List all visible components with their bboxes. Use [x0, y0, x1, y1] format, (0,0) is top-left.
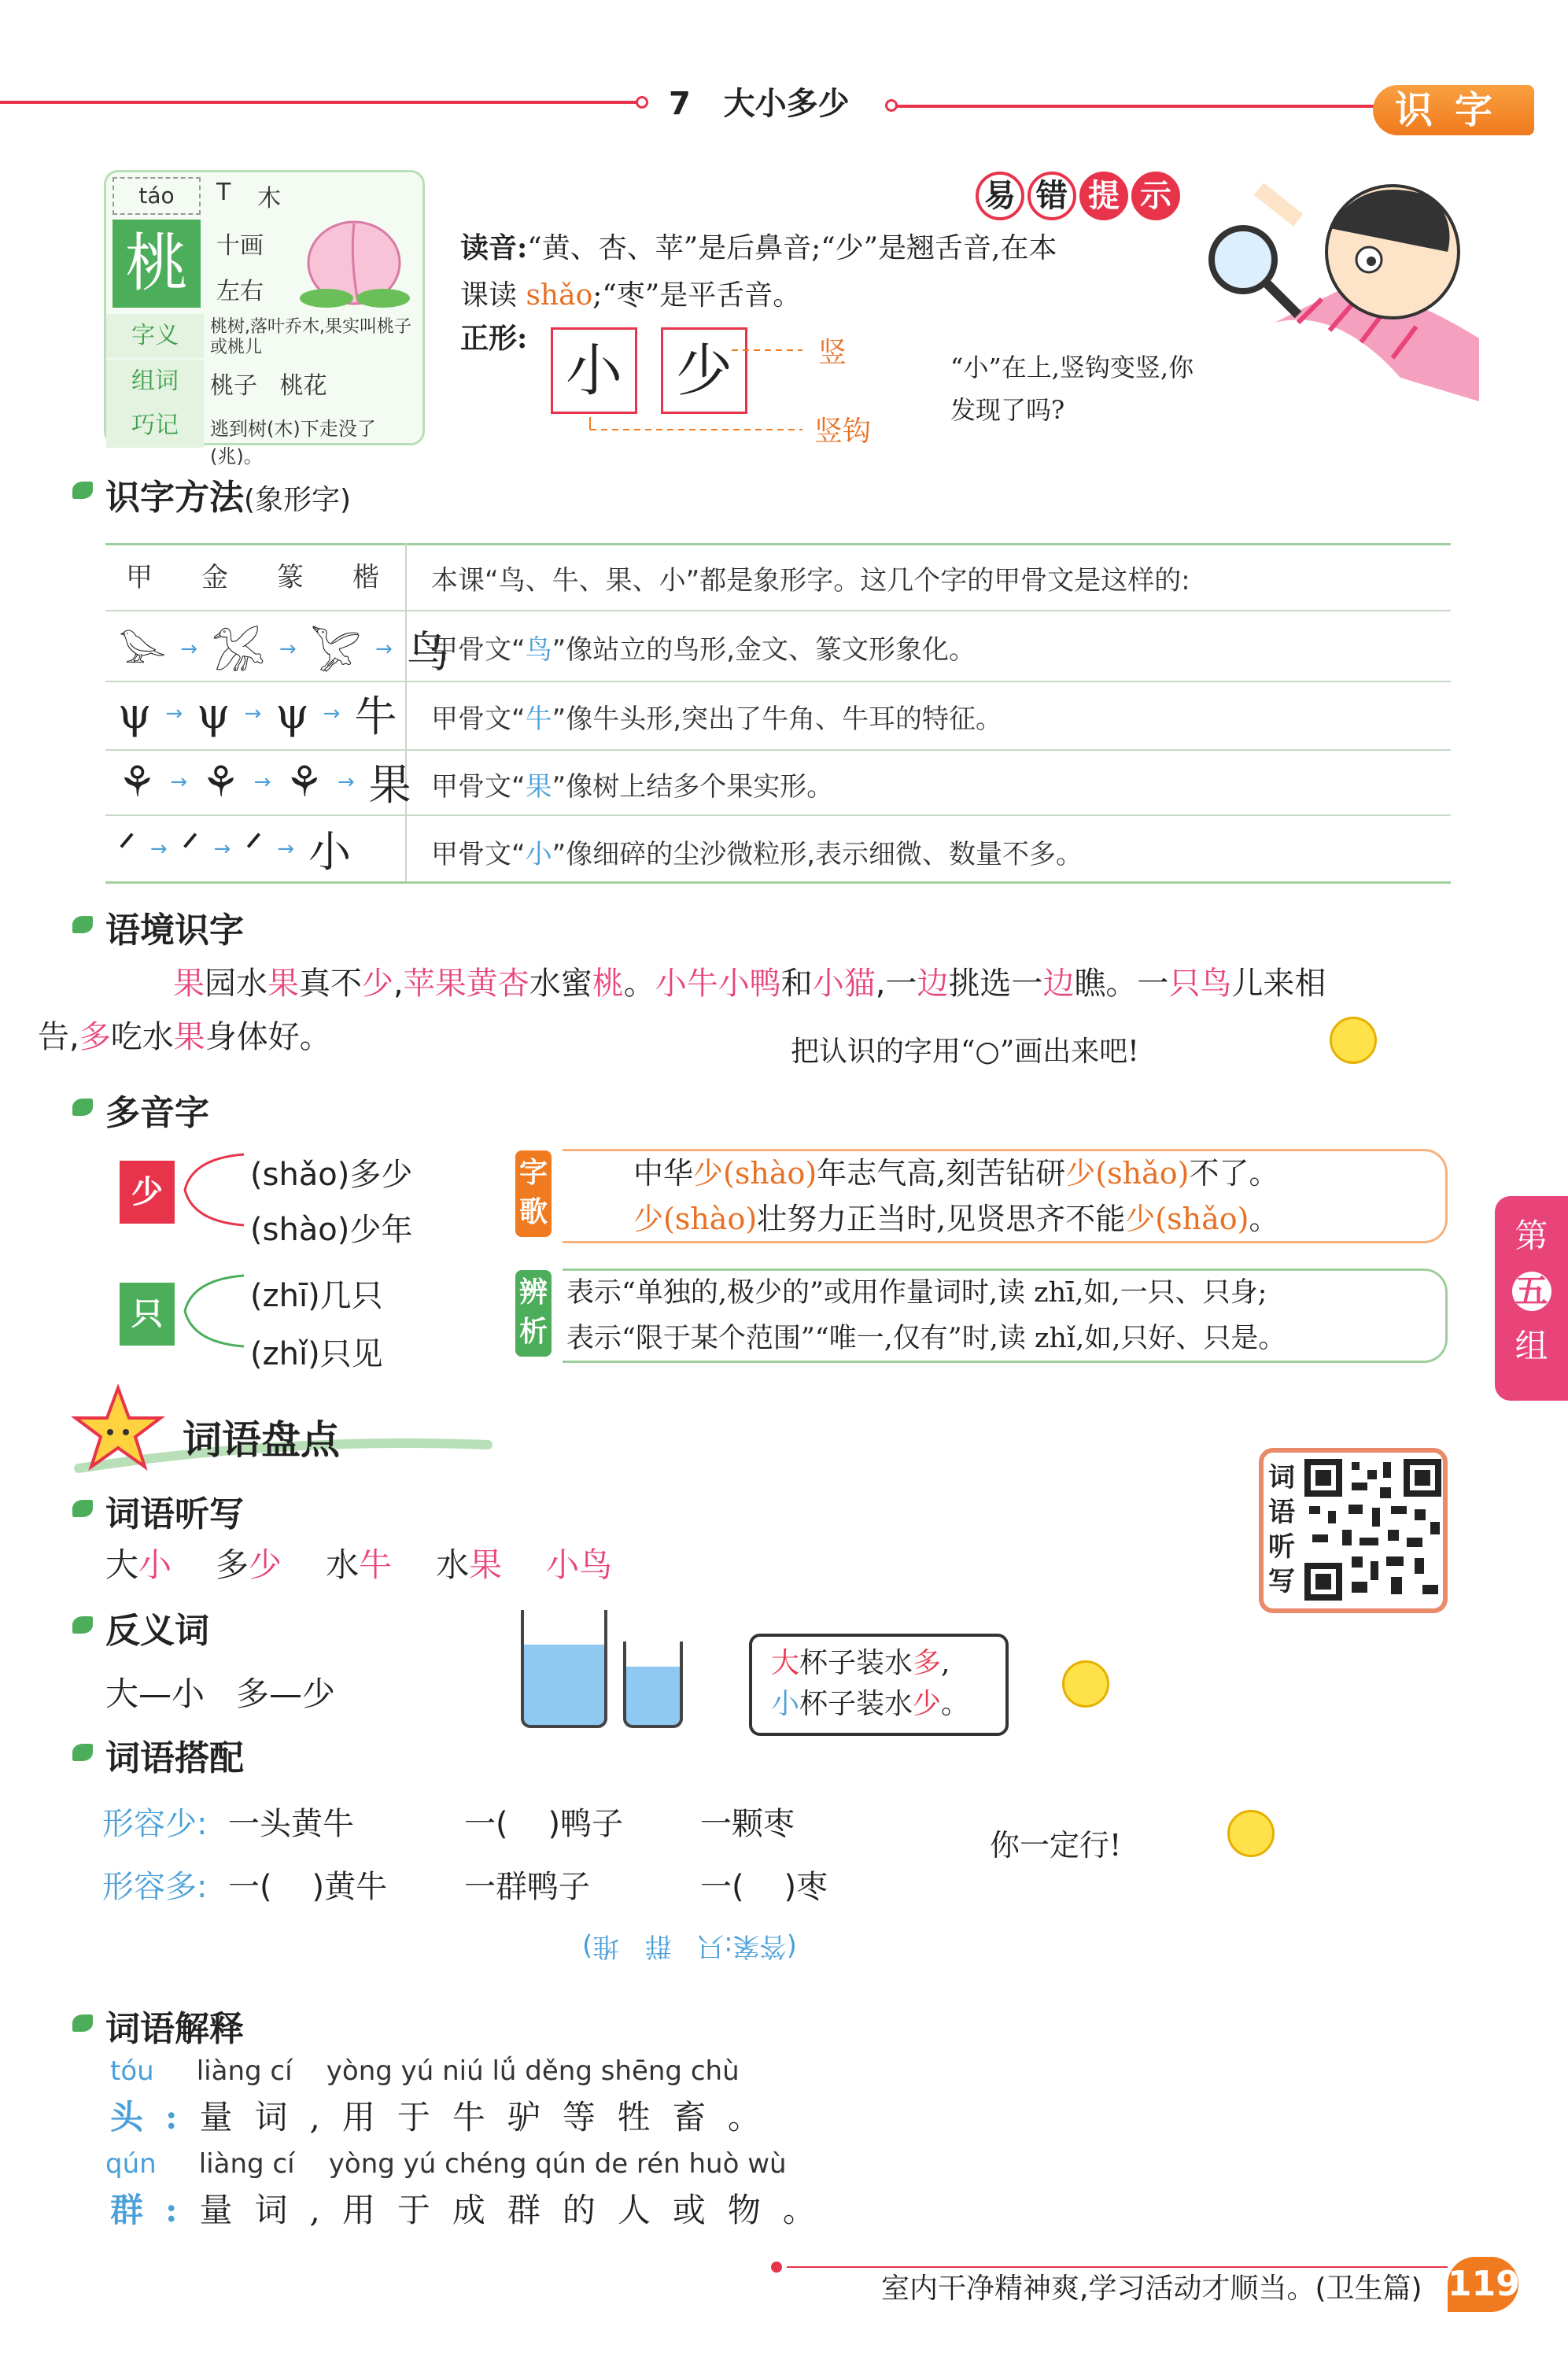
- text-segment: 真不: [299, 966, 362, 1002]
- bubble-line-2: [771, 1684, 969, 1725]
- method-table-divider: [405, 543, 407, 881]
- def-body: 量词,用于成群的人或物。: [199, 2191, 838, 2229]
- smiley-icon: [1330, 1017, 1377, 1064]
- character-card: [104, 170, 425, 467]
- encourage-text: 你一定行!: [990, 1828, 1122, 1863]
- text-segment: 。: [941, 1688, 970, 1720]
- card-meaning: 桃树,落叶乔木,果实叫桃子或桃儿: [210, 317, 411, 357]
- seal-glyph: ψ: [275, 689, 309, 738]
- qr-label-char: 语: [1268, 1497, 1295, 1528]
- hint-reading-line1: “黄、杏、苹”是后鼻音;“少”是翘舌音,在本: [527, 232, 1057, 264]
- hint-reading-label: 读音:: [460, 231, 528, 264]
- footer-dot: [771, 2262, 782, 2273]
- explain-def-2: [110, 2184, 838, 2232]
- polyphone-char-shao: 少: [120, 1161, 175, 1224]
- collocation-item: 一群鸭子: [464, 1869, 590, 1905]
- text-segment: 杯子装水: [799, 1688, 913, 1720]
- method-title: [105, 469, 351, 519]
- collocation-label: 形容少:: [102, 1806, 208, 1842]
- unit-side-tab: [1495, 1196, 1568, 1401]
- def-body: 量词,用于牛驴等牲畜。: [199, 2098, 783, 2136]
- text-segment: 吃水: [110, 1019, 174, 1055]
- card-meaning-label: 字义: [106, 314, 204, 358]
- tag-char: 歌: [518, 1196, 548, 1228]
- qr-label-char: 听: [1268, 1531, 1295, 1563]
- dictation-qr-code[interactable]: [1259, 1448, 1448, 1613]
- explain-pinyin-1: [110, 2055, 740, 2087]
- seal-glyph: ᐟ: [245, 824, 264, 873]
- hint-note-line1: “小”在上,竖钩变竖,你: [950, 353, 1194, 382]
- oracle-glyph: ⚘: [118, 757, 157, 807]
- page-number: 119: [1448, 2257, 1518, 2312]
- row-char: 鸟: [525, 634, 552, 666]
- reading: (zhǐ)只见: [250, 1336, 383, 1372]
- peach-icon: [295, 204, 413, 314]
- footer-text: 室内干净精神爽,学习活动才顺当。(卫生篇): [881, 2273, 1422, 2305]
- text-segment: 多: [79, 1019, 111, 1055]
- oracle-glyph: 𓅪: [118, 630, 167, 680]
- dictation-words: [105, 1539, 612, 1586]
- header-kai: 楷: [352, 562, 379, 593]
- arrow-icon: →: [244, 701, 262, 726]
- method-subtitle: (象形字): [244, 484, 352, 516]
- lesson-title: 大小多少: [723, 86, 850, 122]
- review-title: 词语盘点: [183, 1417, 340, 1463]
- method-row-xiao-glyphs: [118, 818, 351, 879]
- card-words: 桃子 桃花: [210, 372, 327, 400]
- text-segment: ,: [941, 1647, 950, 1679]
- side-tab-char: 第: [1515, 1217, 1548, 1255]
- text-segment: 杯子装水: [799, 1647, 913, 1679]
- row-post: ”像牛头形,突出了牛角、牛耳的特征。: [552, 703, 1003, 735]
- collocation-item: 一头黄牛: [228, 1806, 354, 1842]
- text-segment: 表示“单独的,极少的”或用作量词时,读 zhī,如,一只、只身;: [566, 1277, 1267, 1309]
- text-segment: 少(shǎo): [1065, 1156, 1190, 1191]
- context-line-1: [173, 966, 1326, 1002]
- text-segment: 儿来相: [1231, 966, 1326, 1002]
- song-line-2: [633, 1196, 1278, 1242]
- text-segment: 边: [1042, 966, 1075, 1002]
- hint-note: [950, 346, 1194, 431]
- arrow-icon: →: [170, 770, 188, 794]
- method-row-niu-glyphs: [118, 683, 397, 744]
- bubble-text: [771, 1643, 969, 1725]
- card-words-label: 组词: [106, 360, 204, 404]
- row-char: 小: [525, 839, 552, 870]
- hint-title-char: 示: [1131, 172, 1180, 220]
- header-jia: 甲: [126, 562, 153, 593]
- bronze-glyph: ᐟ: [181, 824, 200, 873]
- song-line-1: [633, 1150, 1278, 1196]
- row-post: ”像站立的鸟形,金文、篆文形象化。: [552, 634, 976, 666]
- arrow-icon: →: [213, 836, 231, 861]
- text-segment: 少: [362, 966, 393, 1002]
- row-char: 果: [525, 771, 552, 803]
- answer-upside-down: (答案:只 群 堆): [582, 1930, 797, 1962]
- context-tip: 把认识的字用“○”画出来吧!: [791, 1036, 1139, 1068]
- explain-title: 词语解释: [105, 2009, 244, 2049]
- section-bullet-icon: [72, 1616, 93, 1634]
- text-segment: 边: [917, 966, 949, 1002]
- antonym-title: 反义词: [105, 1611, 209, 1651]
- analysis-lines: [566, 1270, 1286, 1361]
- polyphone-char-zhi: 只: [120, 1283, 175, 1346]
- arrow-icon: →: [279, 637, 297, 661]
- text-segment: 少(shào): [633, 1202, 758, 1236]
- girl-with-magnifier-illustration: [1180, 142, 1479, 401]
- oracle-glyph: ψ: [118, 689, 152, 738]
- text-segment: 年志气高,刻苦钻研: [817, 1156, 1066, 1191]
- hint-reading: [460, 224, 1057, 319]
- section-tag: 识字: [1373, 85, 1534, 135]
- qr-code-icon: [1304, 1459, 1441, 1601]
- card-memo-label: 巧记: [106, 404, 204, 448]
- text-segment: ,一: [875, 966, 917, 1002]
- row-pre: 甲骨文“: [431, 839, 526, 870]
- context-title: 语境识字: [105, 910, 244, 951]
- pinyin-head: qún: [105, 2148, 157, 2180]
- pinyin-body: liàng cí yòng yú chéng qún de rén huò wù: [198, 2148, 787, 2180]
- side-tab-char: 组: [1515, 1327, 1548, 1365]
- antonym-pairs: 大—小 多—少: [105, 1675, 336, 1713]
- arrow-icon: →: [180, 637, 197, 661]
- dictation-word: 多少: [216, 1545, 282, 1584]
- lesson-heading: [669, 79, 850, 124]
- text-segment: 苹果黄杏: [403, 966, 529, 1002]
- text-segment: 表示“限于某个范围”“唯一,仅有”时,读 zhǐ,如,只好、只是。: [566, 1323, 1286, 1354]
- explain-pinyin-2: [105, 2148, 787, 2180]
- text-segment: 少(shào): [693, 1156, 817, 1191]
- hint-reading-pinyin: shǎo: [526, 279, 593, 312]
- context-paragraph: [38, 957, 1474, 1064]
- text-segment: 身体好。: [205, 1019, 331, 1055]
- hint-title-char: 易: [976, 172, 1024, 220]
- text-segment: 大: [771, 1647, 800, 1679]
- section-bullet-icon: [72, 1500, 93, 1517]
- hint-title: [976, 172, 1180, 220]
- smiley-icon: [1227, 1810, 1275, 1857]
- tag-char: 析: [518, 1316, 548, 1348]
- card-memo: 逃到树(木)下走没了(兆)。: [210, 418, 376, 467]
- text-segment: 果: [267, 966, 299, 1002]
- method-headers: [126, 556, 379, 594]
- regular-glyph: 鸟: [406, 627, 449, 677]
- bronze-glyph: 𓅮: [211, 630, 265, 680]
- seal-glyph: ⚘: [285, 757, 323, 807]
- text-segment: 瞧。一: [1074, 966, 1169, 1002]
- seal-glyph: 𓅯: [310, 630, 361, 680]
- brace-icon: [177, 1272, 248, 1350]
- bubble-line-1: [771, 1643, 969, 1684]
- method-intro: 本课“鸟、牛、果、小”都是象形字。这几个字的甲骨文是这样的:: [431, 565, 1190, 596]
- brace-icon: [177, 1150, 248, 1229]
- polyphone-readings-shao: [250, 1147, 412, 1257]
- qr-label-char: 写: [1268, 1566, 1295, 1597]
- text-segment: 挑选一: [948, 966, 1043, 1002]
- arrow-icon: →: [253, 770, 271, 794]
- section-bullet-icon: [72, 916, 93, 933]
- section-bullet-icon: [72, 1099, 93, 1116]
- hint-reading-line2a: 课读: [460, 279, 526, 312]
- section-bullet-icon: [72, 1744, 93, 1761]
- def-head: 群:: [110, 2191, 200, 2229]
- card-strokes: 十画: [216, 232, 264, 260]
- big-cup-icon: [521, 1610, 607, 1728]
- label-shu: 竖: [818, 337, 847, 369]
- smiley-icon: [1062, 1660, 1109, 1708]
- text-segment: 只鸟: [1168, 966, 1232, 1002]
- text-segment: 果: [173, 966, 205, 1002]
- bronze-glyph: ψ: [197, 689, 231, 738]
- dictation-title: 词语听写: [105, 1494, 244, 1534]
- small-cup-icon: [623, 1641, 683, 1728]
- hint-note-line2: 发现了吗?: [950, 395, 1065, 425]
- collocation-item: 一颗枣: [700, 1806, 795, 1842]
- pinyin-head: tóu: [110, 2055, 154, 2087]
- label-shugou: 竖钩: [814, 415, 872, 448]
- arrow-icon: →: [374, 637, 393, 661]
- text-segment: 多: [913, 1647, 942, 1679]
- polyphone-readings-zhi: [250, 1267, 383, 1383]
- method-table-bottom: [105, 881, 1451, 884]
- row-char: 牛: [525, 703, 552, 735]
- collocation-row-2: [102, 1862, 828, 1907]
- header-jin: 金: [201, 562, 228, 593]
- method-row-line: [105, 814, 1451, 816]
- analysis-tag: [515, 1270, 552, 1357]
- method-row-niao-glyphs: [118, 614, 449, 684]
- qr-label: [1268, 1460, 1295, 1599]
- bronze-glyph: ⚘: [201, 757, 240, 807]
- arrow-icon: →: [277, 836, 295, 861]
- text-segment: 果: [173, 1019, 205, 1055]
- card-radical-letter: T: [216, 179, 231, 206]
- hint-title-char: 提: [1079, 172, 1128, 220]
- analysis-line-1: [566, 1270, 1286, 1316]
- dictation-word: 小鸟: [546, 1545, 613, 1584]
- collocation-item: 一( )鸭子: [464, 1806, 624, 1842]
- collocation-title: 词语搭配: [105, 1738, 244, 1778]
- explain-def-1: [110, 2092, 783, 2139]
- collocation-item: 一( )黄牛: [228, 1869, 388, 1905]
- method-row-line: [105, 610, 1451, 611]
- regular-glyph: 果: [368, 760, 411, 810]
- text-segment: 水蜜: [529, 966, 592, 1002]
- analysis-line-2: [566, 1316, 1286, 1361]
- text-segment: 。: [623, 966, 655, 1002]
- polyphone-title: 多音字: [105, 1093, 209, 1133]
- text-segment: 桃: [592, 966, 624, 1002]
- text-segment: 和: [780, 966, 813, 1002]
- shape-guide-lines: [574, 338, 818, 441]
- hint-shape-char-2: 少: [661, 327, 747, 414]
- arrow-icon: →: [165, 701, 183, 726]
- card-character: 桃: [113, 220, 201, 308]
- text-segment: 少(shǎo): [1125, 1202, 1249, 1236]
- dictation-word: 大小: [105, 1545, 172, 1584]
- tag-char: 字: [518, 1157, 548, 1189]
- text-segment: 告,: [38, 1019, 79, 1055]
- lesson-number: 7: [669, 86, 691, 122]
- collocation-label: 形容多:: [102, 1869, 208, 1905]
- regular-glyph: 牛: [354, 692, 397, 741]
- header-zhuan: 篆: [277, 562, 304, 593]
- row-pre: 甲骨文“: [431, 634, 526, 666]
- side-tab-char: 五: [1512, 1272, 1551, 1311]
- method-title-text: 识字方法: [105, 478, 244, 518]
- header-dot-right: [885, 99, 898, 112]
- hint-shape-char-1: 小: [551, 327, 637, 414]
- header-rule-right: [897, 105, 1400, 108]
- text-segment: ,: [393, 966, 404, 1002]
- row-pre: 甲骨文“: [431, 771, 526, 803]
- dictation-word: 水牛: [326, 1545, 393, 1584]
- hint-reading-line2b: ;“枣”是平舌音。: [592, 279, 802, 312]
- text-segment: 不了。: [1189, 1156, 1279, 1191]
- reading: (zhī)几只: [250, 1278, 383, 1314]
- arrow-icon: →: [323, 701, 341, 726]
- method-row-guo-text: [431, 765, 833, 803]
- qr-label-char: 词: [1268, 1462, 1295, 1494]
- text-segment: 。: [1249, 1202, 1279, 1236]
- hint-shape-label: 正形:: [460, 322, 528, 355]
- row-post: ”像细碎的尘沙微粒形,表示细微、数量不多。: [552, 839, 1083, 870]
- arrow-icon: →: [337, 770, 355, 794]
- collocation-item: 一( )枣: [700, 1869, 828, 1905]
- card-radical: 木: [257, 185, 281, 212]
- header-dot-left: [636, 96, 648, 109]
- section-bullet-icon: [72, 482, 93, 499]
- card-pinyin: táo: [113, 177, 201, 215]
- method-table-top: [105, 543, 1451, 545]
- section-bullet-icon: [72, 2014, 93, 2032]
- tag-char: 辨: [518, 1276, 548, 1309]
- method-row-niao-text: [431, 628, 976, 667]
- text-segment: 少: [913, 1688, 942, 1720]
- text-segment: 小: [771, 1688, 800, 1720]
- method-row-line: [105, 749, 1451, 751]
- text-segment: 小牛小鸭: [655, 966, 781, 1002]
- text-segment: 园水: [205, 966, 267, 1002]
- hint-title-char: 错: [1028, 172, 1076, 220]
- text-segment: 小猫: [812, 966, 876, 1002]
- method-row-xiao-text: [431, 833, 1083, 871]
- row-post: ”像树上结多个果实形。: [552, 771, 834, 803]
- card-structure: 左右: [216, 278, 264, 305]
- header-rule-left: [0, 101, 645, 104]
- text-segment: 壮努力正当时,见贤思齐不能: [757, 1202, 1126, 1236]
- reading: (shào)少年: [250, 1212, 413, 1248]
- arrow-icon: →: [149, 836, 168, 861]
- context-line-2: [38, 1019, 331, 1055]
- regular-glyph: 小: [308, 827, 352, 877]
- reading: (shǎo)多少: [250, 1157, 413, 1193]
- oracle-glyph: ᐟ: [118, 824, 136, 873]
- song-tag: [515, 1150, 552, 1237]
- pinyin-body: liàng cí yòng yú niú lǘ děng shēng chù: [196, 2055, 740, 2087]
- row-pre: 甲骨文“: [431, 703, 526, 735]
- text-segment: 中华: [633, 1156, 694, 1191]
- dictation-word: 水果: [436, 1545, 503, 1584]
- method-row-guo-glyphs: [118, 751, 411, 812]
- collocation-row-1: [102, 1799, 795, 1844]
- song-lines: [633, 1150, 1278, 1242]
- method-row-niu-text: [431, 697, 1002, 736]
- def-head: 头:: [110, 2098, 200, 2136]
